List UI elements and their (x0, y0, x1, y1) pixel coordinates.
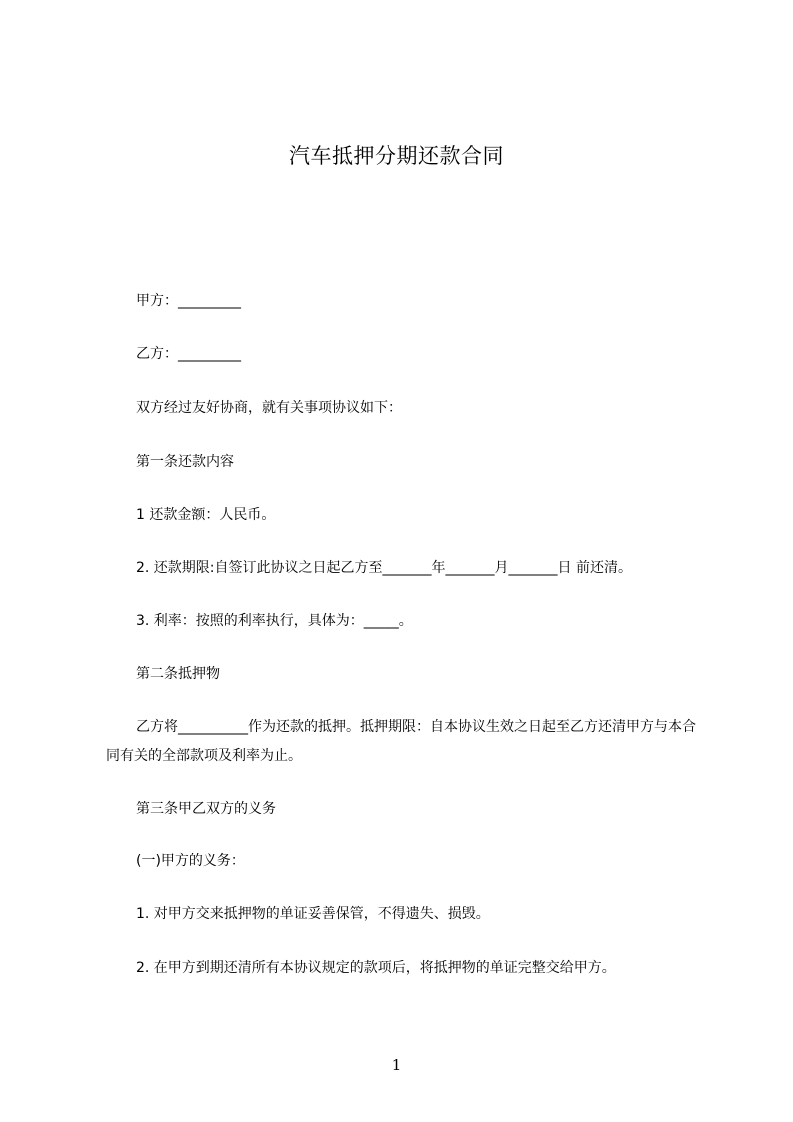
party-b-line: 乙方：_________ (136, 346, 241, 362)
article3-item2: 2. 在甲方到期还清所有本协议规定的款项后，将抵押物的单证完整交给甲方。 (136, 960, 616, 976)
article1-item1: 1 还款金额：人民币。 (136, 507, 276, 523)
article2-body: 乙方将__________作为还款的抵押。抵押期限：自本协议生效之日起至乙方还清甲方与本合同有关的全部款项及利率为止。 (106, 719, 696, 764)
party-a-line: 甲方：_________ (136, 293, 241, 309)
page-number: 1 (391, 1056, 402, 1074)
article3-item1: 1. 对甲方交来抵押物的单证妥善保管，不得遗失、损毁。 (136, 906, 490, 922)
article3-subheading: (一)甲方的义务： (136, 853, 245, 869)
article1-heading: 第一条还款内容 (136, 454, 234, 470)
article1-item3: 3. 利率：按照的利率执行，具体为：_____。 (136, 613, 413, 629)
document-title: 汽车抵押分期还款合同 (289, 144, 504, 168)
article3-heading: 第三条甲乙双方的义务 (136, 801, 276, 817)
intro-text: 双方经过友好协商，就有关事项协议如下： (136, 400, 402, 416)
article2-heading: 第二条抵押物 (136, 666, 220, 682)
article1-item2: 2. 还款期限:自签订此协议之日起乙方至_______年_______月_______日 前还清。 (136, 560, 632, 576)
